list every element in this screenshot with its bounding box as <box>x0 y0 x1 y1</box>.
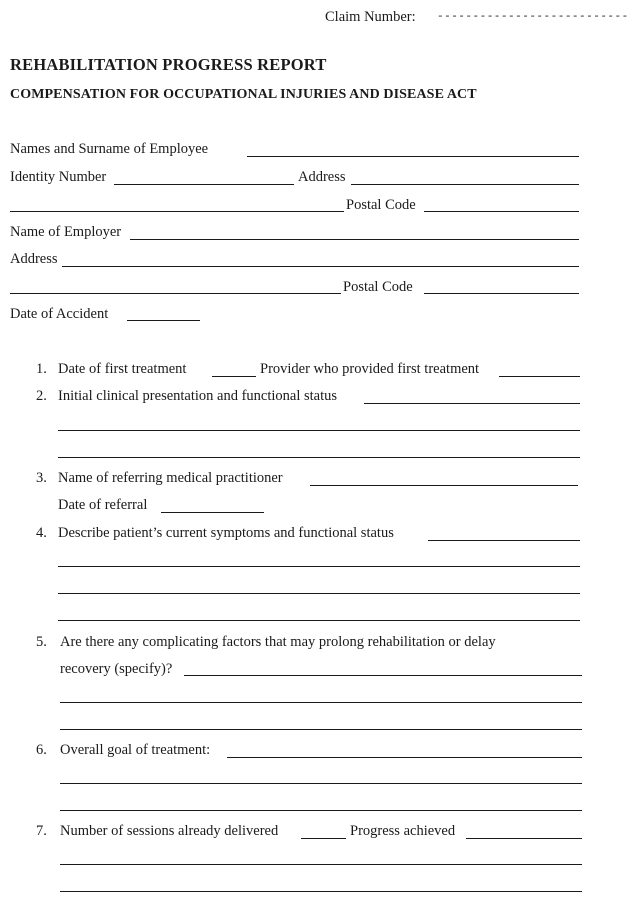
employee-names-field[interactable] <box>247 156 579 157</box>
q2-label: Initial clinical presentation and functional status <box>58 388 338 404</box>
claim-number-label: Claim Number: <box>325 9 416 25</box>
employer-address-line2-field[interactable] <box>10 293 341 294</box>
q1-provider-label: Provider who provided first treatment <box>260 361 480 377</box>
q1-date-field[interactable] <box>212 376 256 377</box>
q2-field-line3[interactable] <box>58 457 580 458</box>
q7-sessions-field[interactable] <box>301 838 346 839</box>
q2-field-line2[interactable] <box>58 430 580 431</box>
employer-postal-code-label: Postal Code <box>343 279 413 295</box>
q6-field-line3[interactable] <box>60 810 582 811</box>
employee-postal-code-label: Postal Code <box>346 197 416 213</box>
employer-name-field[interactable] <box>130 239 579 240</box>
q7-progress-field[interactable] <box>466 838 582 839</box>
q2-number: 2. <box>36 388 47 404</box>
q6-field-line2[interactable] <box>60 783 582 784</box>
q2-field-line1[interactable] <box>364 403 580 404</box>
q7-sessions-label: Number of sessions already delivered <box>60 823 279 839</box>
q5-label: Are there any complicating factors that may prolong rehabilitation or delay <box>60 634 496 650</box>
employee-address-label: Address <box>298 169 346 185</box>
employer-address-field[interactable] <box>62 266 579 267</box>
report-title: REHABILITATION PROGRESS REPORT <box>10 55 327 74</box>
report-subtitle: COMPENSATION FOR OCCUPATIONAL INJURIES AND DISEASE ACT <box>10 87 477 102</box>
q1-label: Date of first treatment <box>58 361 187 377</box>
q3-practitioner-field[interactable] <box>310 485 578 486</box>
claim-number-field[interactable]: --------------------------- <box>437 11 629 23</box>
date-of-accident-field[interactable] <box>127 320 200 321</box>
q7-field-line2[interactable] <box>60 864 582 865</box>
identity-number-label: Identity Number <box>10 169 107 185</box>
q5-field-line2[interactable] <box>60 702 582 703</box>
q3-referral-date-field[interactable] <box>161 512 264 513</box>
q6-number: 6. <box>36 742 47 758</box>
employer-address-label: Address <box>10 251 58 267</box>
q4-field-line3[interactable] <box>58 593 580 594</box>
q4-field-line2[interactable] <box>58 566 580 567</box>
employee-address-field[interactable] <box>351 184 579 185</box>
q6-label: Overall goal of treatment: <box>60 742 211 758</box>
employer-name-label: Name of Employer <box>10 224 122 240</box>
q4-field-line1[interactable] <box>428 540 580 541</box>
q5-field-line3[interactable] <box>60 729 582 730</box>
q7-number: 7. <box>36 823 47 839</box>
q4-number: 4. <box>36 525 47 541</box>
q6-field-line1[interactable] <box>227 757 582 758</box>
employee-address-line2-field[interactable] <box>10 211 344 212</box>
employee-postal-code-field[interactable] <box>424 211 579 212</box>
date-of-accident-label: Date of Accident <box>10 306 109 322</box>
identity-number-field[interactable] <box>114 184 294 185</box>
q1-provider-field[interactable] <box>499 376 580 377</box>
q4-field-line4[interactable] <box>58 620 580 621</box>
q4-label: Describe patient’s current symptoms and functional status <box>58 525 394 541</box>
q5-label-cont: recovery (specify)? <box>60 661 173 677</box>
q3-label: Name of referring medical practitioner <box>58 470 283 486</box>
q7-progress-label: Progress achieved <box>350 823 456 839</box>
q7-field-line3[interactable] <box>60 891 582 892</box>
q5-field-line1[interactable] <box>184 675 582 676</box>
q3-referral-date-label: Date of referral <box>58 497 148 513</box>
q5-number: 5. <box>36 634 47 650</box>
q1-number: 1. <box>36 361 47 377</box>
employee-names-label: Names and Surname of Employee <box>10 141 209 157</box>
q3-number: 3. <box>36 470 47 486</box>
employer-postal-code-field[interactable] <box>424 293 579 294</box>
